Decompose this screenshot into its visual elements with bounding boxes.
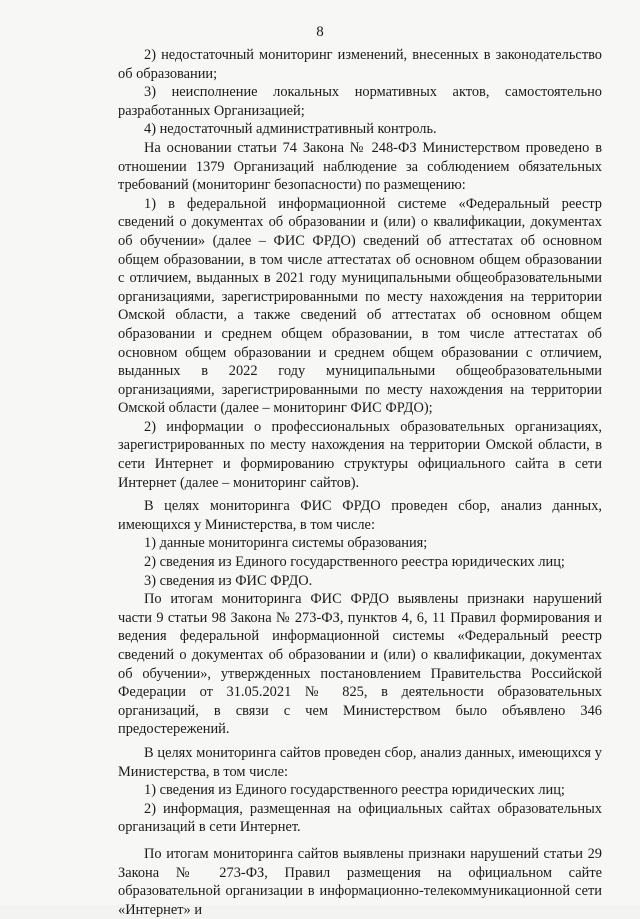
paragraph: 3) неисполнение локальных нормативных актов, самостоятельно разработанных Организацией; [118, 84, 602, 119]
paragraph: По итогам мониторинга сайтов выявлены признаки нарушений статьи 29 Закона № 273-ФЗ, Правил размещения на официальном сайте образовательной организации в информационно-телекоммуникационной сети «Интернет» и [118, 845, 602, 918]
paragraph: 1) данные мониторинга системы образования; [144, 535, 428, 552]
paragraph: В целях мониторинга сайтов проведен сбор, анализ данных, имеющихся у Министерства, в том числе: [118, 744, 602, 780]
page-number: 8 [316, 24, 324, 40]
document-body [118, 46, 602, 919]
paragraph: На основании статьи 74 Закона № 248-ФЗ Министерством проведено в отношении 1379 Организаций наблюдение за соблюдением обязательных требований (мониторинг безопасности) по размещению: [118, 139, 602, 194]
paragraph: В целях мониторинга ФИС ФРДО проведен сбор, анализ данных, имеющихся у Министерства, в том числе: [118, 498, 602, 533]
paragraph: 1) сведения из Единого государственного реестра юридических лиц; [144, 782, 565, 799]
paragraph: 3) сведения из ФИС ФРДО. [144, 572, 313, 589]
paragraph: 2) информации о профессиональных образовательных организациях, зарегистрированных по месту нахождения на территории Омской области, в сети Интернет и формированию структуры официального сайта в сети Интернет (далее – мониторинг сайтов). [118, 418, 602, 491]
paragraph: 4) недостаточный административный контроль. [144, 121, 437, 138]
paragraph: 1) в федеральной информационной системе «Федеральный реестр сведений о документах об образовании и (или) о квалификации, документах об обучении» (далее – ФИС ФРДО) сведений об аттестатах об основном общем образовании, в том числе аттестатах об основном общем образовании с отличием, выданных в 2021 году муниципальными общеобразовательными организациями, зарегистрированными по месту нахождения на территории Омской области, а также сведений об аттестатах об основном общем образовании и среднем общем образовании, в том числе аттестатах об основном общем образовании и среднем общем образовании с отличием, выданных в 2022 году муниципальными общеобразовательными организациями, зарегистрированными по месту нахождения на территории Омской области (далее – мониторинг ФИС ФРДО); [118, 195, 602, 417]
paragraph: 2) информация, размещенная на официальных сайтах образовательных организаций в сети Интернет. [118, 800, 602, 836]
paragraph: По итогам мониторинга ФИС ФРДО выявлены признаки нарушений части 9 статьи 98 Закона № 273-ФЗ, пунктов 4, 6, 11 Правил формирования и ведения федеральной информационной системы «Федеральный реестр сведений о документах об образовании и (или) о квалификации, документах об обучении», утвержденных постановлением Правительства Российской Федерации от 31.05.2021 № 825, в деятельности образовательных организаций, в связи с чем Министерством было объявлено 346 предостережений. [118, 591, 602, 738]
paragraph: 2) сведения из Единого государственного реестра юридических лиц; [144, 554, 565, 571]
paragraph: 2) недостаточный мониторинг изменений, внесенных в законодательство об образовании; [118, 47, 602, 82]
